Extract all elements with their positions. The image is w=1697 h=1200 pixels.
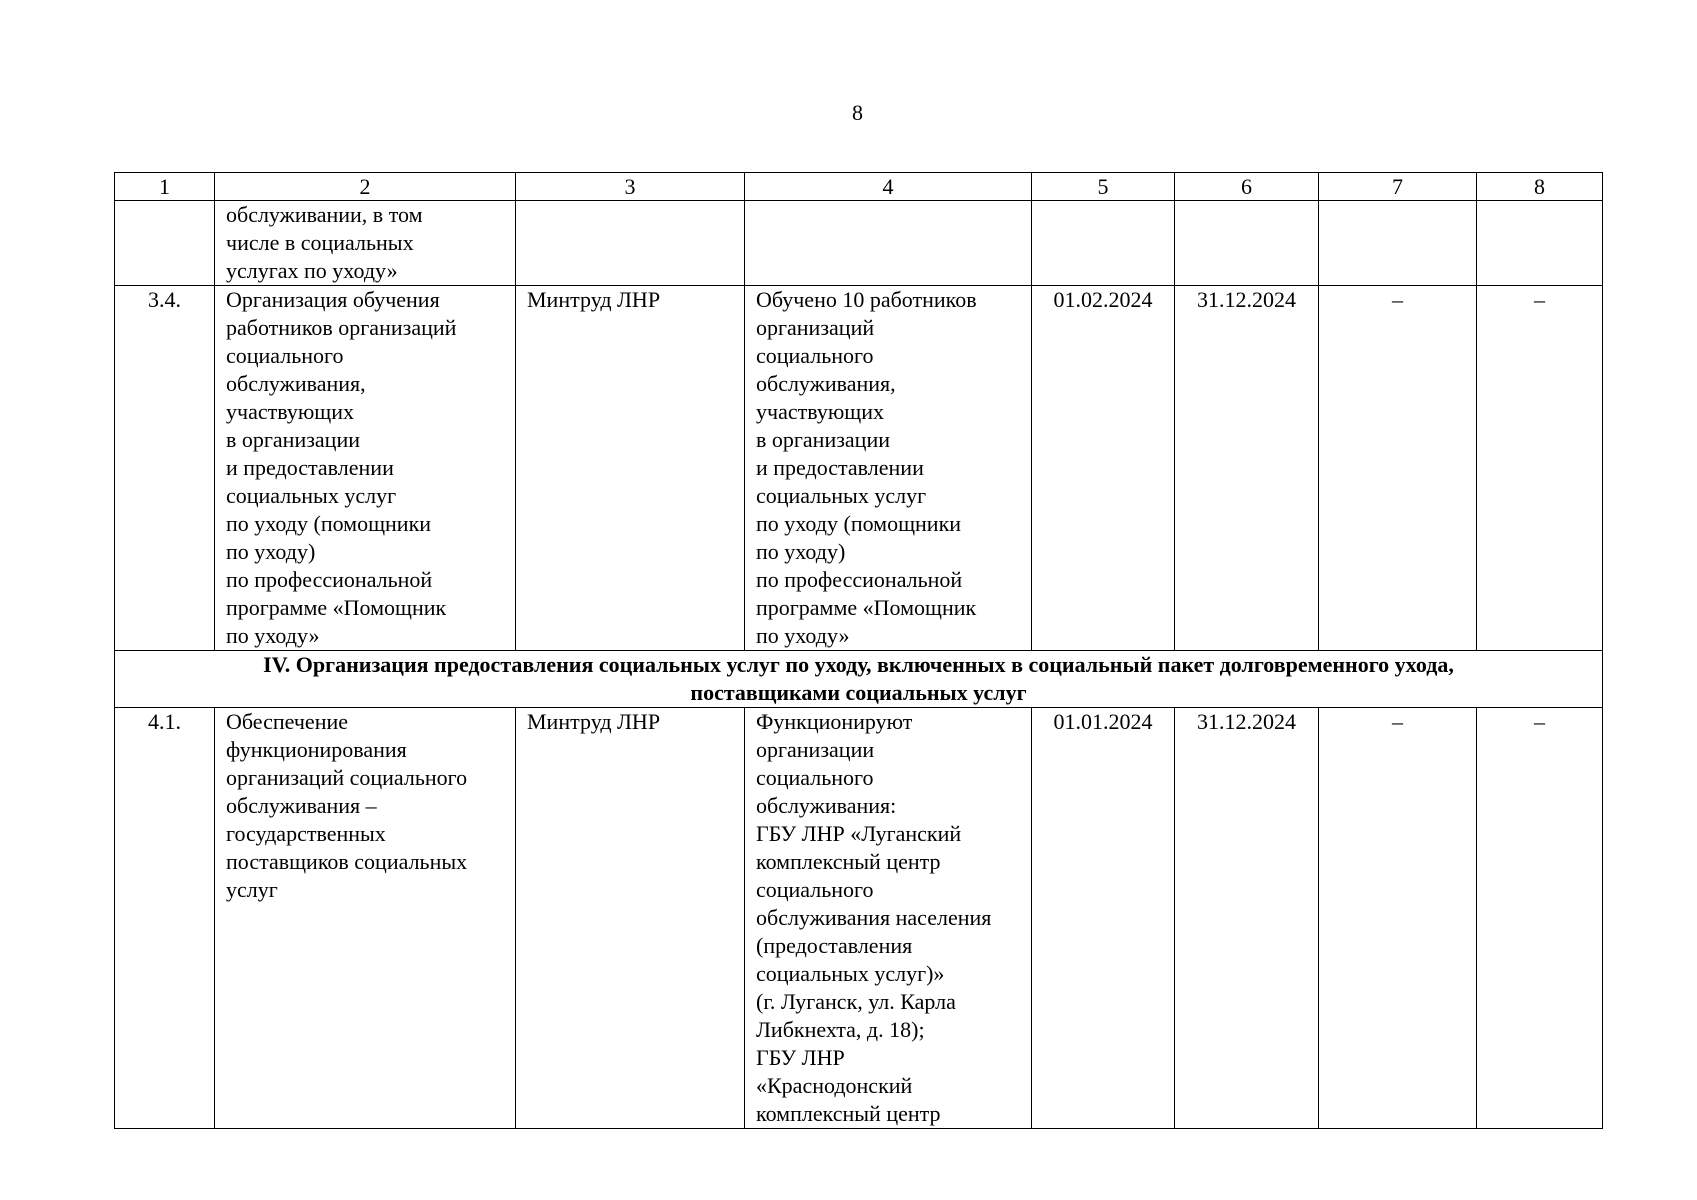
text-line: Обучено 10 работников [756,287,977,312]
text-line: услуг [226,877,278,902]
table-row-3-4 [115,286,1603,651]
text-line: участвующих [226,399,354,424]
row-number: 4.1. [115,708,215,1129]
text-line: социальных услуг [756,483,927,508]
text-line: участвующих [756,399,884,424]
continuation-num-cell [115,201,215,286]
text-line: Организация обучения [226,287,440,312]
continuation-col7-cell [1319,201,1477,286]
start-date-cell: 01.02.2024 [1032,286,1175,651]
text-line: Функционируют [756,709,913,734]
text-line: социальных услуг [226,483,397,508]
continuation-executor-cell [516,201,745,286]
text-line: (предоставления [756,933,913,958]
text-line: комплексный центр [756,849,941,874]
text-line: Либкнехта, д. 18); [756,1017,925,1042]
text-line: обслуживания – [226,793,377,818]
text-line: организаций социального [226,765,468,790]
continuation-col8-cell [1477,201,1603,286]
text-line: в организации [756,427,890,452]
end-date-cell: 31.12.2024 [1175,708,1319,1129]
text-line: работников организаций [226,315,457,340]
result-cell [745,708,1032,1129]
text-line: организаций [756,315,875,340]
section-heading-line: IV. Организация предоставления социальных услуг по уходу, включенных в социальный пакет долговременного ухода, [263,652,1454,677]
text-line: государственных [226,821,386,846]
text-line: социального [756,765,874,790]
text-line: социального [756,877,874,902]
text-line: по профессиональной [226,567,433,592]
table-row-4-1 [115,708,1603,1129]
text-line: программе «Помощник [226,595,447,620]
continuation-measure-cell [215,201,516,286]
text-line: по уходу (помощники [756,511,962,536]
header-cell-4: 4 [745,173,1032,201]
text-line: и предоставлении [226,455,394,480]
executor-cell: Минтруд ЛНР [516,708,745,1129]
continuation-result-cell [745,201,1032,286]
text-line: социального [226,343,344,368]
text-line: ГБУ ЛНР «Луганский [756,821,962,846]
header-row [115,173,1603,201]
text-line: поставщиков социальных [226,849,468,874]
text-line: и предоставлении [756,455,924,480]
text-line: услугах по уходу» [226,258,398,283]
text-line: по уходу) [226,539,316,564]
text-line: обслуживания населения [756,905,992,930]
text-line: программе «Помощник [756,595,977,620]
text-line: социальных услуг)» [756,961,945,986]
text-line: в организации [226,427,360,452]
section-heading-line: поставщиками социальных услуг [690,680,1027,705]
measure-cell [215,708,516,1129]
text-line: по уходу» [226,623,320,648]
header-cell-7: 7 [1319,173,1477,201]
header-cell-1: 1 [115,173,215,201]
result-cell [745,286,1032,651]
row-number: 3.4. [115,286,215,651]
header-cell-5: 5 [1032,173,1175,201]
col7-cell: – [1319,708,1477,1129]
header-cell-8: 8 [1477,173,1603,201]
text-line: числе в социальных [226,230,414,255]
continuation-end-cell [1175,201,1319,286]
text-line: по уходу» [756,623,850,648]
col8-cell: – [1477,286,1603,651]
text-line: обслуживании, в том [226,202,423,227]
text-line: обслуживания: [756,793,897,818]
col7-cell: – [1319,286,1477,651]
measure-cell [215,286,516,651]
end-date-cell: 31.12.2024 [1175,286,1319,651]
header-cell-3: 3 [516,173,745,201]
text-line: по уходу) [756,539,846,564]
text-line: «Краснодонский [756,1073,913,1098]
plan-table [114,172,1603,1129]
col8-cell: – [1477,708,1603,1129]
text-line: социального [756,343,874,368]
page-number: 8 [852,100,863,125]
header-cell-2: 2 [215,173,516,201]
header-cell-6: 6 [1175,173,1319,201]
text-line: (г. Луганск, ул. Карла [756,989,956,1014]
continuation-start-cell [1032,201,1175,286]
section-heading [115,651,1603,708]
continuation-row [115,201,1603,286]
text-line: по профессиональной [756,567,963,592]
text-line: обслуживания, [226,371,366,396]
text-line: обслуживания, [756,371,896,396]
text-line: организации [756,737,875,762]
executor-cell: Минтруд ЛНР [516,286,745,651]
text-line: комплексный центр [756,1101,941,1126]
text-line: по уходу (помощники [226,511,432,536]
section-heading-row [115,651,1603,708]
text-line: функционирования [226,737,407,762]
start-date-cell: 01.01.2024 [1032,708,1175,1129]
text-line: ГБУ ЛНР [756,1045,845,1070]
text-line: Обеспечение [226,709,348,734]
